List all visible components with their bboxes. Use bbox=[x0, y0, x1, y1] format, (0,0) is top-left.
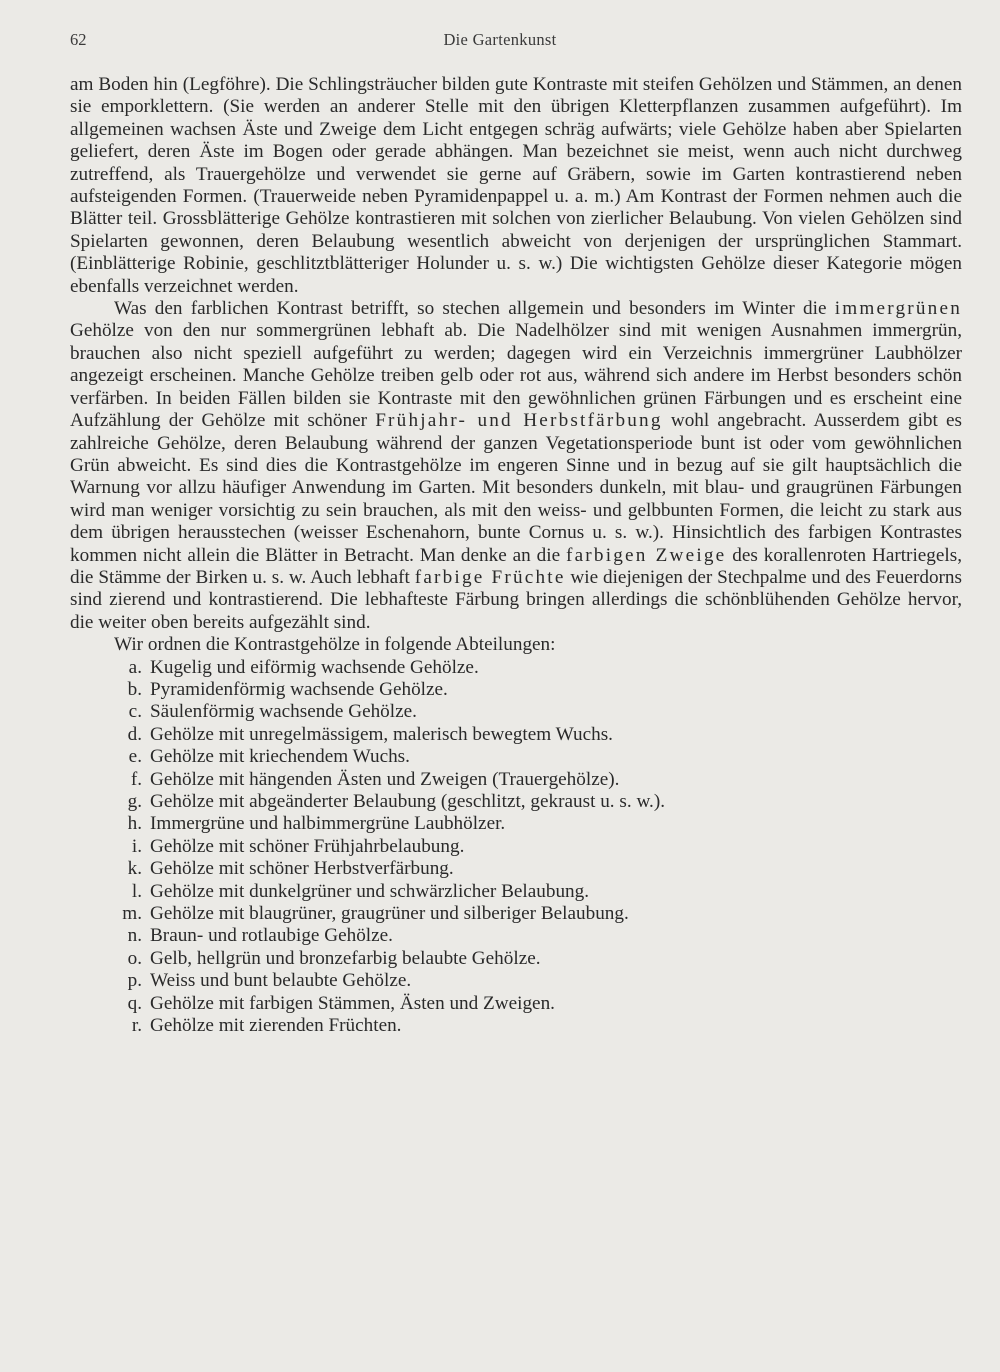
list-text: Gehölze mit blaugrüner, graugrüner und silberiger Belaubung. bbox=[150, 903, 629, 925]
list-text: Gehölze mit kriechendem Wuchs. bbox=[150, 746, 410, 768]
list-text: Säulenförmig wachsende Gehölze. bbox=[150, 701, 417, 723]
list-letter: d. bbox=[127, 723, 142, 745]
list-letter: k. bbox=[127, 858, 142, 880]
list-item bbox=[118, 679, 962, 701]
list-letter: a. bbox=[128, 656, 142, 678]
page-header bbox=[70, 30, 930, 56]
list-item bbox=[118, 724, 962, 746]
emphasis-fruehjahr-herbstfaerbung: Frühjahr- und Herbstfärbung bbox=[375, 410, 663, 432]
list-text: Gehölze mit farbigen Stämmen, Ästen und Zweigen. bbox=[150, 992, 555, 1014]
list-letter: f. bbox=[130, 768, 142, 790]
list-text: Kugelig und eiförmig wachsende Gehölze. bbox=[150, 656, 479, 678]
list-text: Weiss und bunt belaubte Gehölze. bbox=[150, 970, 412, 992]
list-text: Gehölze mit abgeänderter Belaubung (geschlitzt, gekraust u. s. w.). bbox=[150, 791, 666, 812]
emphasis-farbigen-zweige: farbigen Zweige bbox=[566, 544, 727, 566]
list-item bbox=[118, 813, 962, 835]
emphasis-immergruenen: immergrünen bbox=[834, 298, 962, 320]
list-item bbox=[118, 746, 962, 768]
paragraph-2-text: des korallenroten Hartriegels, die Stämme der Birken u. s. w. Auch lebhaft bbox=[70, 544, 962, 588]
list-letter: p. bbox=[127, 970, 142, 992]
list-letter: r. bbox=[131, 1015, 142, 1037]
list-text: Gehölze mit schöner Herbstverfärbung. bbox=[150, 858, 454, 880]
paragraph-2-text: wie diejenigen der Stechpalme und des Feuerdorns sind zierend und kontrastierend. Die lebhafteste Färbung bringen allerdings die schönblühenden Gehölze hervor, die weiter oben bereits aufgezählt sind. bbox=[70, 566, 962, 633]
list-item bbox=[118, 791, 962, 813]
list-letter: n. bbox=[127, 925, 142, 947]
paragraph-1 bbox=[70, 74, 962, 298]
list-letter: l. bbox=[131, 880, 142, 902]
running-title: Die Gartenkunst bbox=[443, 30, 557, 49]
list-item bbox=[118, 701, 962, 723]
list-letter: i. bbox=[131, 835, 142, 857]
list-item bbox=[118, 836, 962, 858]
list-letter: h. bbox=[127, 813, 142, 835]
list-item bbox=[118, 993, 962, 1015]
page-body bbox=[70, 74, 962, 1037]
page-number: 62 bbox=[70, 30, 87, 49]
list-item bbox=[118, 925, 962, 947]
list-letter: o. bbox=[127, 947, 142, 969]
list-item bbox=[118, 1015, 962, 1037]
paragraph-2-text: wohl angebracht. Ausserdem gibt es zahlreiche Gehölze, deren Belaubung während der ganzen Vegetationsperiode bunt ist oder vom gewöhnlichen Grün abweicht. Es sind dies die Kontrastgehölze im engeren Sinne und in bezug auf sie gilt hauptsächlich die Warnung vor allzu häufiger Anwendung im Garten. Mit besonders dunkeln, mit blau- und graugrünen Färbungen wird man weniger vorsichtig zu sein brauchen, als mit den weiss- und gelbbunten Formen, die leicht zu stark aus dem übrigen herausstechen (weisser Eschenahorn, bunte Cornus u. s. w.). Hinsichtlich des farbigen Kontrastes kommen nicht allein die Blätter in Betracht. Man denke an die bbox=[70, 410, 963, 566]
paragraph-2 bbox=[70, 298, 962, 634]
list-letter: q. bbox=[127, 992, 142, 1014]
list-text: Pyramidenförmig wachsende Gehölze. bbox=[150, 678, 448, 700]
list-text: Immergrüne und halbimmergrüne Laubhölzer. bbox=[150, 813, 506, 835]
list-text: Gehölze mit unregelmässigem, malerisch bewegtem Wuchs. bbox=[150, 723, 613, 745]
list-item bbox=[118, 903, 962, 925]
emphasis-farbige-fruechte: farbige Früchte bbox=[414, 566, 566, 588]
list-text: Gehölze mit dunkelgrüner und schwärzlicher Belaubung. bbox=[150, 880, 590, 902]
category-list bbox=[70, 657, 962, 1038]
list-letter: e. bbox=[128, 746, 142, 768]
list-item bbox=[118, 769, 962, 791]
list-item bbox=[118, 858, 962, 880]
paragraph-2-text: Was den farblichen Kontrast betrifft, so stechen allgemein und besonders im Winter die bbox=[114, 298, 835, 320]
list-item bbox=[118, 970, 962, 992]
list-letter: m. bbox=[122, 903, 142, 925]
list-item bbox=[118, 881, 962, 903]
list-letter: c. bbox=[128, 701, 142, 723]
list-letter: g. bbox=[127, 791, 142, 812]
list-text: Braun- und rotlaubige Gehölze. bbox=[150, 925, 393, 947]
list-text: Gehölze mit hängenden Ästen und Zweigen (Trauergehölze). bbox=[150, 768, 620, 790]
list-text: Gehölze mit schöner Frühjahrbelaubung. bbox=[150, 835, 465, 857]
paragraph-1-text: am Boden hin (Legföhre). Die Schlingsträucher bilden gute Kontraste mit steifen Gehölzen und Stämmen, an denen sie emporklettern. (Sie werden an anderer Stelle mit den übrigen Kletterpflanzen zusammen aufgeführt). Im allgemeinen wachsen Äste und Zweige dem Licht entgegen schräg aufwärts; viele Gehölze haben aber Spielarten geliefert, deren Äste im Bogen oder gerade abhängen. Man bezeichnet sie meist, wenn auch nicht durchweg zutreffend, als Trauergehölze und verwendet sie gerne auf Gräbern, sowie im Garten kontrastierend neben aufsteigenden Formen. (Trauerweide neben Pyramidenpappel u. a. m.) Am Kontrast der Formen nehmen auch die Blätter teil. Grossblätterige Gehölze kontrastieren mit solchen von zierlicher Belaubung. Von vielen Gehölzen sind Spielarten gewonnen, deren Belaubung wesentlich abweicht von derjenigen der ursprünglichen Stammart. (Einblätterige Robinie, geschlitztblätteriger Holunder u. s. w.) Die wichtigsten Gehölze dieser Kategorie mögen ebenfalls verzeichnet werden. bbox=[70, 74, 962, 297]
list-item bbox=[118, 657, 962, 679]
list-item bbox=[118, 948, 962, 970]
paragraph-3: Wir ordnen die Kontrastgehölze in folgende Abteilungen: bbox=[114, 634, 556, 656]
list-text: Gelb, hellgrün und bronzefarbig belaubte Gehölze. bbox=[150, 947, 541, 969]
paragraph-2-text: Gehölze von den nur sommergrünen lebhaft ab. Die Nadelhölzer sind mit wenigen Ausnahmen immergrün, brauchen also nicht speziell aufgeführt zu werden; dagegen wird ein Verzeichnis immergrüner Laubhölzer angezeigt erscheinen. Manche Gehölze treiben gelb oder rot aus, während sich andere im Herbst besonders schön verfärben. In beiden Fällen bilden sie Kontraste mit den gewöhnlichen grünen Färbungen und es erscheint eine Aufzählung der Gehölze mit schöner bbox=[70, 320, 962, 432]
list-text: Gehölze mit zierenden Früchten. bbox=[150, 1015, 402, 1037]
list-letter: b. bbox=[127, 678, 142, 700]
